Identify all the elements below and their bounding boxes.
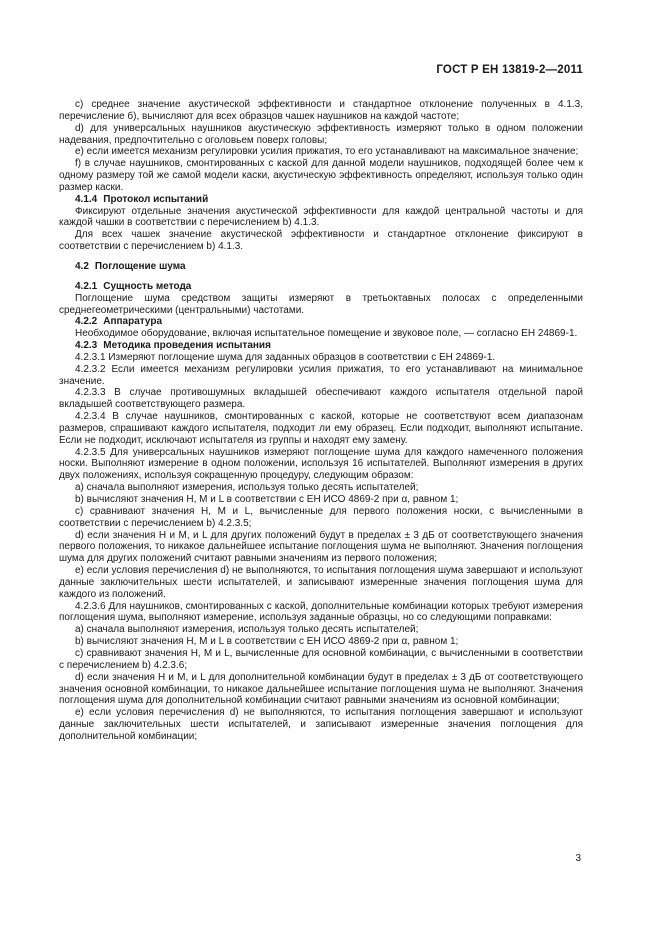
section-heading	[59, 261, 583, 273]
paragraph: c) среднее значение акустической эффективности и стандартное отклонение полученных в 4.1.3, перечисление б), вычисляют для всех образцов чашек наушников на каждой частоте;	[59, 99, 583, 122]
paragraph: d) для универсальных наушников акустическую эффективность измеряют только в одном положении надевания, предпочтительно с оголовьем поверх головы;	[59, 122, 583, 146]
paragraph: 4.2.3.6 Для наушников, смонтированных с каской, дополнительные комбинации которых требуют измерения поглощения шума, выполняют измерение, используя заданные образцы, но со следующими поправками:	[59, 600, 583, 624]
paragraph: c) сравнивают значения Н, М и L, вычисленные для основной комбинации, с вычисленными в соответствии с перечислением b) 4.2.3.6;	[59, 647, 583, 671]
section-number: 4.2	[75, 260, 89, 272]
section-heading	[59, 194, 583, 206]
paragraph: a) сначала выполняют измерения, используя только десять испытателей;	[75, 624, 419, 636]
section-number: 4.1.4	[75, 193, 98, 205]
paragraph: 4.2.3.5 Для универсальных наушников измеряют поглощение шума для каждого намеченного положения носки. Выполняют измерение в одном положении, используя 16 испытателей. Выполняют измерения в других двух положениях, используя сокращенную процедуру, следующим образом:	[59, 446, 583, 482]
page-number: 3	[575, 853, 581, 864]
document-header: ГОСТ Р ЕН 13819-2—2011	[436, 64, 583, 76]
paragraph: 4.2.3.2 Если имеется механизм регулировки усилия прижатия, то его устанавливают на минимальное значение.	[59, 363, 583, 387]
paragraph: Для всех чашек значение акустической эффективности и стандартное отклонение фиксируют в соответствии с перечислением b) 4.1.3.	[59, 229, 583, 253]
paragraph: Поглощение шума средством защиты измеряют в третьоктавных полосах с определенными среднегеометрическими (центральными) частотами.	[59, 292, 583, 316]
section-title: Методика проведения испытания	[103, 340, 271, 352]
section-title: Поглощение шума	[94, 260, 186, 272]
paragraph: Фиксируют отдельные значения акустической эффективности для каждой центральной частоты и для каждой чашки в соответствии с перечислением b) 4.1.3.	[59, 205, 583, 229]
section-title: Протокол испытаний	[103, 193, 209, 205]
section-title: Сущность метода	[103, 280, 192, 292]
paragraph: b) вычисляют значения Н, М и L в соответствии с ЕН ИСО 4869-2 при α, равном 1;	[75, 494, 459, 505]
section-heading	[59, 281, 583, 293]
paragraph: 4.2.3.3 В случае противошумных вкладышей обеспечивают каждого испытателя отдельной парой вкладышей соответствующего размера.	[59, 387, 583, 411]
paragraph: Необходимое оборудование, включая испытательное помещение и звуковое поле, — согласно ЕН 24869-1.	[75, 328, 578, 340]
section-number: 4.2.2	[75, 316, 98, 328]
paragraph: e) если условия перечисления d) не выполняются, то испытания поглощения шума завершают и используют данные заключительных шести испытателей, и записывают измеренные значения поглощения шума для каждого из положений.	[59, 565, 583, 600]
document-body	[59, 99, 583, 743]
spacer	[59, 273, 583, 281]
section-number: 4.2.3	[75, 340, 98, 352]
paragraph: e) если условия перечисления d) не выполняются, то испытания поглощения завершают и используют данные заключительных шести испытателей, и записывают измеренные значения поглощения для дополнительной комбинации;	[59, 707, 583, 742]
paragraph: 4.2.3.1 Измеряют поглощение шума для заданных образцов в соответствии с ЕН 24869-1.	[75, 351, 496, 363]
spacer	[59, 253, 583, 261]
paragraph: d) если значения Н и М, и L для других положений будут в пределах ± 3 дБ от соответствующего значения первого положения, то никакое дальнейшее испытание поглощения шума не выполняют. Значения поглощения шума для других положений считают равными значениям из первого положения;	[59, 529, 583, 565]
paragraph: e) если имеется механизм регулировки усилия прижатия, то его устанавливают на максимальное значение;	[75, 146, 579, 158]
section-number: 4.2.1	[75, 280, 98, 292]
paragraph: b) вычисляют значения Н, М и L в соответствии с ЕН ИСО 4869-2 при α, равном 1;	[75, 636, 459, 648]
section-heading	[59, 340, 583, 352]
section-heading	[59, 316, 583, 328]
paragraph: d) если значения Н и М, и L для дополнительной комбинации будут в пределах ± 3 дБ от соответствующего значения основной комбинации, то никакое дальнейшее испытание поглощения шума не выполняют. Значения поглощения шума для дополнительной комбинации считают равными значениям из основной комбинации;	[59, 671, 583, 707]
paragraph: 4.2.3.4 В случае наушников, смонтированных с каской, которые не соответствуют всем диапазонам размеров, спрашивают каждого испытателя, подходит ли ему образец. Если подходит, выполняют испытание. Если не подходит, исключают испытателя из группы и находят ему замену.	[59, 411, 583, 446]
paragraph: c) сравнивают значения Н, М и L, вычисленные для первого положения носки, с вычисленными в соответствии с перечислением b) 4.2.3.5;	[59, 505, 583, 529]
paragraph: a) сначала выполняют измерения, используя только десять испытателей;	[75, 482, 419, 494]
paragraph: f) в случае наушников, смонтированных с каской для данной модели наушников, подходящей более чем к одному размеру той же самой модели каски, акустическую эффективность определяют, используя только один размер каски.	[59, 158, 583, 193]
section-title: Аппаратура	[103, 316, 163, 328]
